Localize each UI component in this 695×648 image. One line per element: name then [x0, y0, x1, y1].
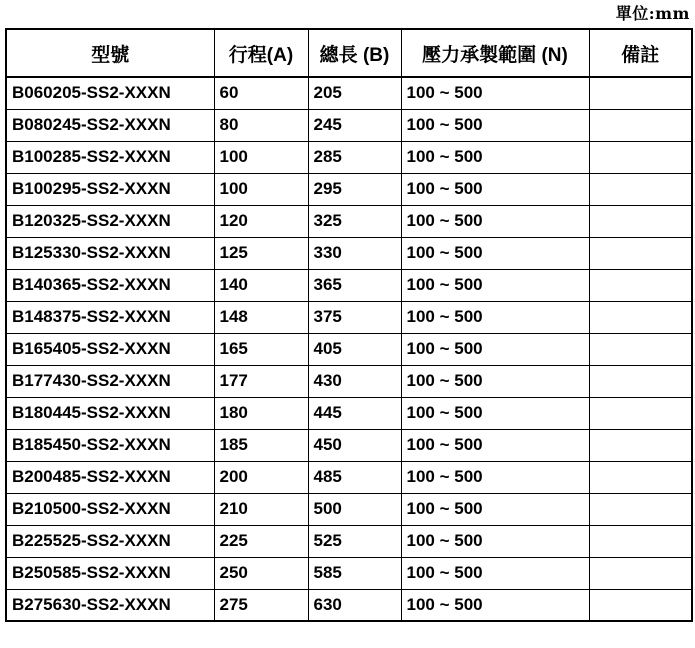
remark-cell — [589, 333, 692, 365]
table-row — [6, 589, 692, 621]
pressure-range-cell: 100 ~ 500 — [401, 77, 589, 109]
remark-cell — [589, 365, 692, 397]
table-row — [6, 173, 692, 205]
stroke-cell: 125 — [214, 237, 308, 269]
table-row — [6, 461, 692, 493]
spec-table — [5, 28, 693, 622]
model-cell: B120325-SS2-XXXN — [6, 205, 214, 237]
remark-cell — [589, 397, 692, 429]
pressure-range-cell: 100 ~ 500 — [401, 333, 589, 365]
table-row — [6, 333, 692, 365]
total-length-cell: 630 — [308, 589, 401, 621]
header-model: 型號 — [6, 29, 214, 77]
model-cell: B185450-SS2-XXXN — [6, 429, 214, 461]
table-row — [6, 77, 692, 109]
total-length-cell: 330 — [308, 237, 401, 269]
total-length-cell: 500 — [308, 493, 401, 525]
table-row — [6, 557, 692, 589]
table-row — [6, 141, 692, 173]
table-body — [6, 77, 692, 621]
model-cell: B177430-SS2-XXXN — [6, 365, 214, 397]
total-length-cell: 485 — [308, 461, 401, 493]
model-cell: B100295-SS2-XXXN — [6, 173, 214, 205]
unit-label: 單位:mm — [615, 4, 690, 23]
pressure-range-cell: 100 ~ 500 — [401, 461, 589, 493]
model-cell: B200485-SS2-XXXN — [6, 461, 214, 493]
total-length-cell: 205 — [308, 77, 401, 109]
model-cell: B275630-SS2-XXXN — [6, 589, 214, 621]
model-cell: B080245-SS2-XXXN — [6, 109, 214, 141]
total-length-cell: 365 — [308, 269, 401, 301]
stroke-cell: 60 — [214, 77, 308, 109]
table-row — [6, 301, 692, 333]
remark-cell — [589, 269, 692, 301]
pressure-range-cell: 100 ~ 500 — [401, 493, 589, 525]
stroke-cell: 140 — [214, 269, 308, 301]
table-row — [6, 493, 692, 525]
total-length-cell: 430 — [308, 365, 401, 397]
pressure-range-cell: 100 ~ 500 — [401, 397, 589, 429]
remark-cell — [589, 205, 692, 237]
total-length-cell: 405 — [308, 333, 401, 365]
remark-cell — [589, 429, 692, 461]
remark-cell — [589, 589, 692, 621]
remark-cell — [589, 77, 692, 109]
remark-cell — [589, 301, 692, 333]
pressure-range-cell: 100 ~ 500 — [401, 109, 589, 141]
model-cell: B100285-SS2-XXXN — [6, 141, 214, 173]
header-total-length: 總長 (B) — [308, 29, 401, 77]
pressure-range-cell: 100 ~ 500 — [401, 557, 589, 589]
pressure-range-cell: 100 ~ 500 — [401, 237, 589, 269]
total-length-cell: 285 — [308, 141, 401, 173]
total-length-cell: 525 — [308, 525, 401, 557]
stroke-cell: 80 — [214, 109, 308, 141]
stroke-cell: 100 — [214, 173, 308, 205]
remark-cell — [589, 237, 692, 269]
table-row — [6, 365, 692, 397]
table-row — [6, 525, 692, 557]
header-stroke: 行程(A) — [214, 29, 308, 77]
total-length-cell: 375 — [308, 301, 401, 333]
total-length-cell: 450 — [308, 429, 401, 461]
table-row — [6, 237, 692, 269]
remark-cell — [589, 141, 692, 173]
remark-cell — [589, 557, 692, 589]
model-cell: B180445-SS2-XXXN — [6, 397, 214, 429]
stroke-cell: 148 — [214, 301, 308, 333]
header-row — [6, 29, 692, 77]
remark-cell — [589, 493, 692, 525]
stroke-cell: 177 — [214, 365, 308, 397]
pressure-range-cell: 100 ~ 500 — [401, 141, 589, 173]
model-cell: B250585-SS2-XXXN — [6, 557, 214, 589]
pressure-range-cell: 100 ~ 500 — [401, 525, 589, 557]
pressure-range-cell: 100 ~ 500 — [401, 173, 589, 205]
total-length-cell: 245 — [308, 109, 401, 141]
pressure-range-cell: 100 ~ 500 — [401, 205, 589, 237]
remark-cell — [589, 461, 692, 493]
model-cell: B140365-SS2-XXXN — [6, 269, 214, 301]
stroke-cell: 250 — [214, 557, 308, 589]
stroke-cell: 200 — [214, 461, 308, 493]
stroke-cell: 120 — [214, 205, 308, 237]
stroke-cell: 100 — [214, 141, 308, 173]
stroke-cell: 180 — [214, 397, 308, 429]
total-length-cell: 295 — [308, 173, 401, 205]
total-length-cell: 325 — [308, 205, 401, 237]
stroke-cell: 210 — [214, 493, 308, 525]
model-cell: B148375-SS2-XXXN — [6, 301, 214, 333]
stroke-cell: 275 — [214, 589, 308, 621]
stroke-cell: 225 — [214, 525, 308, 557]
table-row — [6, 269, 692, 301]
total-length-cell: 445 — [308, 397, 401, 429]
total-length-cell: 585 — [308, 557, 401, 589]
table-row — [6, 109, 692, 141]
table-row — [6, 429, 692, 461]
stroke-cell: 165 — [214, 333, 308, 365]
stroke-cell: 185 — [214, 429, 308, 461]
remark-cell — [589, 525, 692, 557]
header-remark: 備註 — [589, 29, 692, 77]
model-cell: B225525-SS2-XXXN — [6, 525, 214, 557]
pressure-range-cell: 100 ~ 500 — [401, 301, 589, 333]
remark-cell — [589, 173, 692, 205]
model-cell: B125330-SS2-XXXN — [6, 237, 214, 269]
table-row — [6, 397, 692, 429]
pressure-range-cell: 100 ~ 500 — [401, 269, 589, 301]
pressure-range-cell: 100 ~ 500 — [401, 589, 589, 621]
model-cell: B060205-SS2-XXXN — [6, 77, 214, 109]
pressure-range-cell: 100 ~ 500 — [401, 365, 589, 397]
remark-cell — [589, 109, 692, 141]
model-cell: B165405-SS2-XXXN — [6, 333, 214, 365]
table-row — [6, 205, 692, 237]
pressure-range-cell: 100 ~ 500 — [401, 429, 589, 461]
model-cell: B210500-SS2-XXXN — [6, 493, 214, 525]
header-pressure-range: 壓力承製範圍 (N) — [401, 29, 589, 77]
